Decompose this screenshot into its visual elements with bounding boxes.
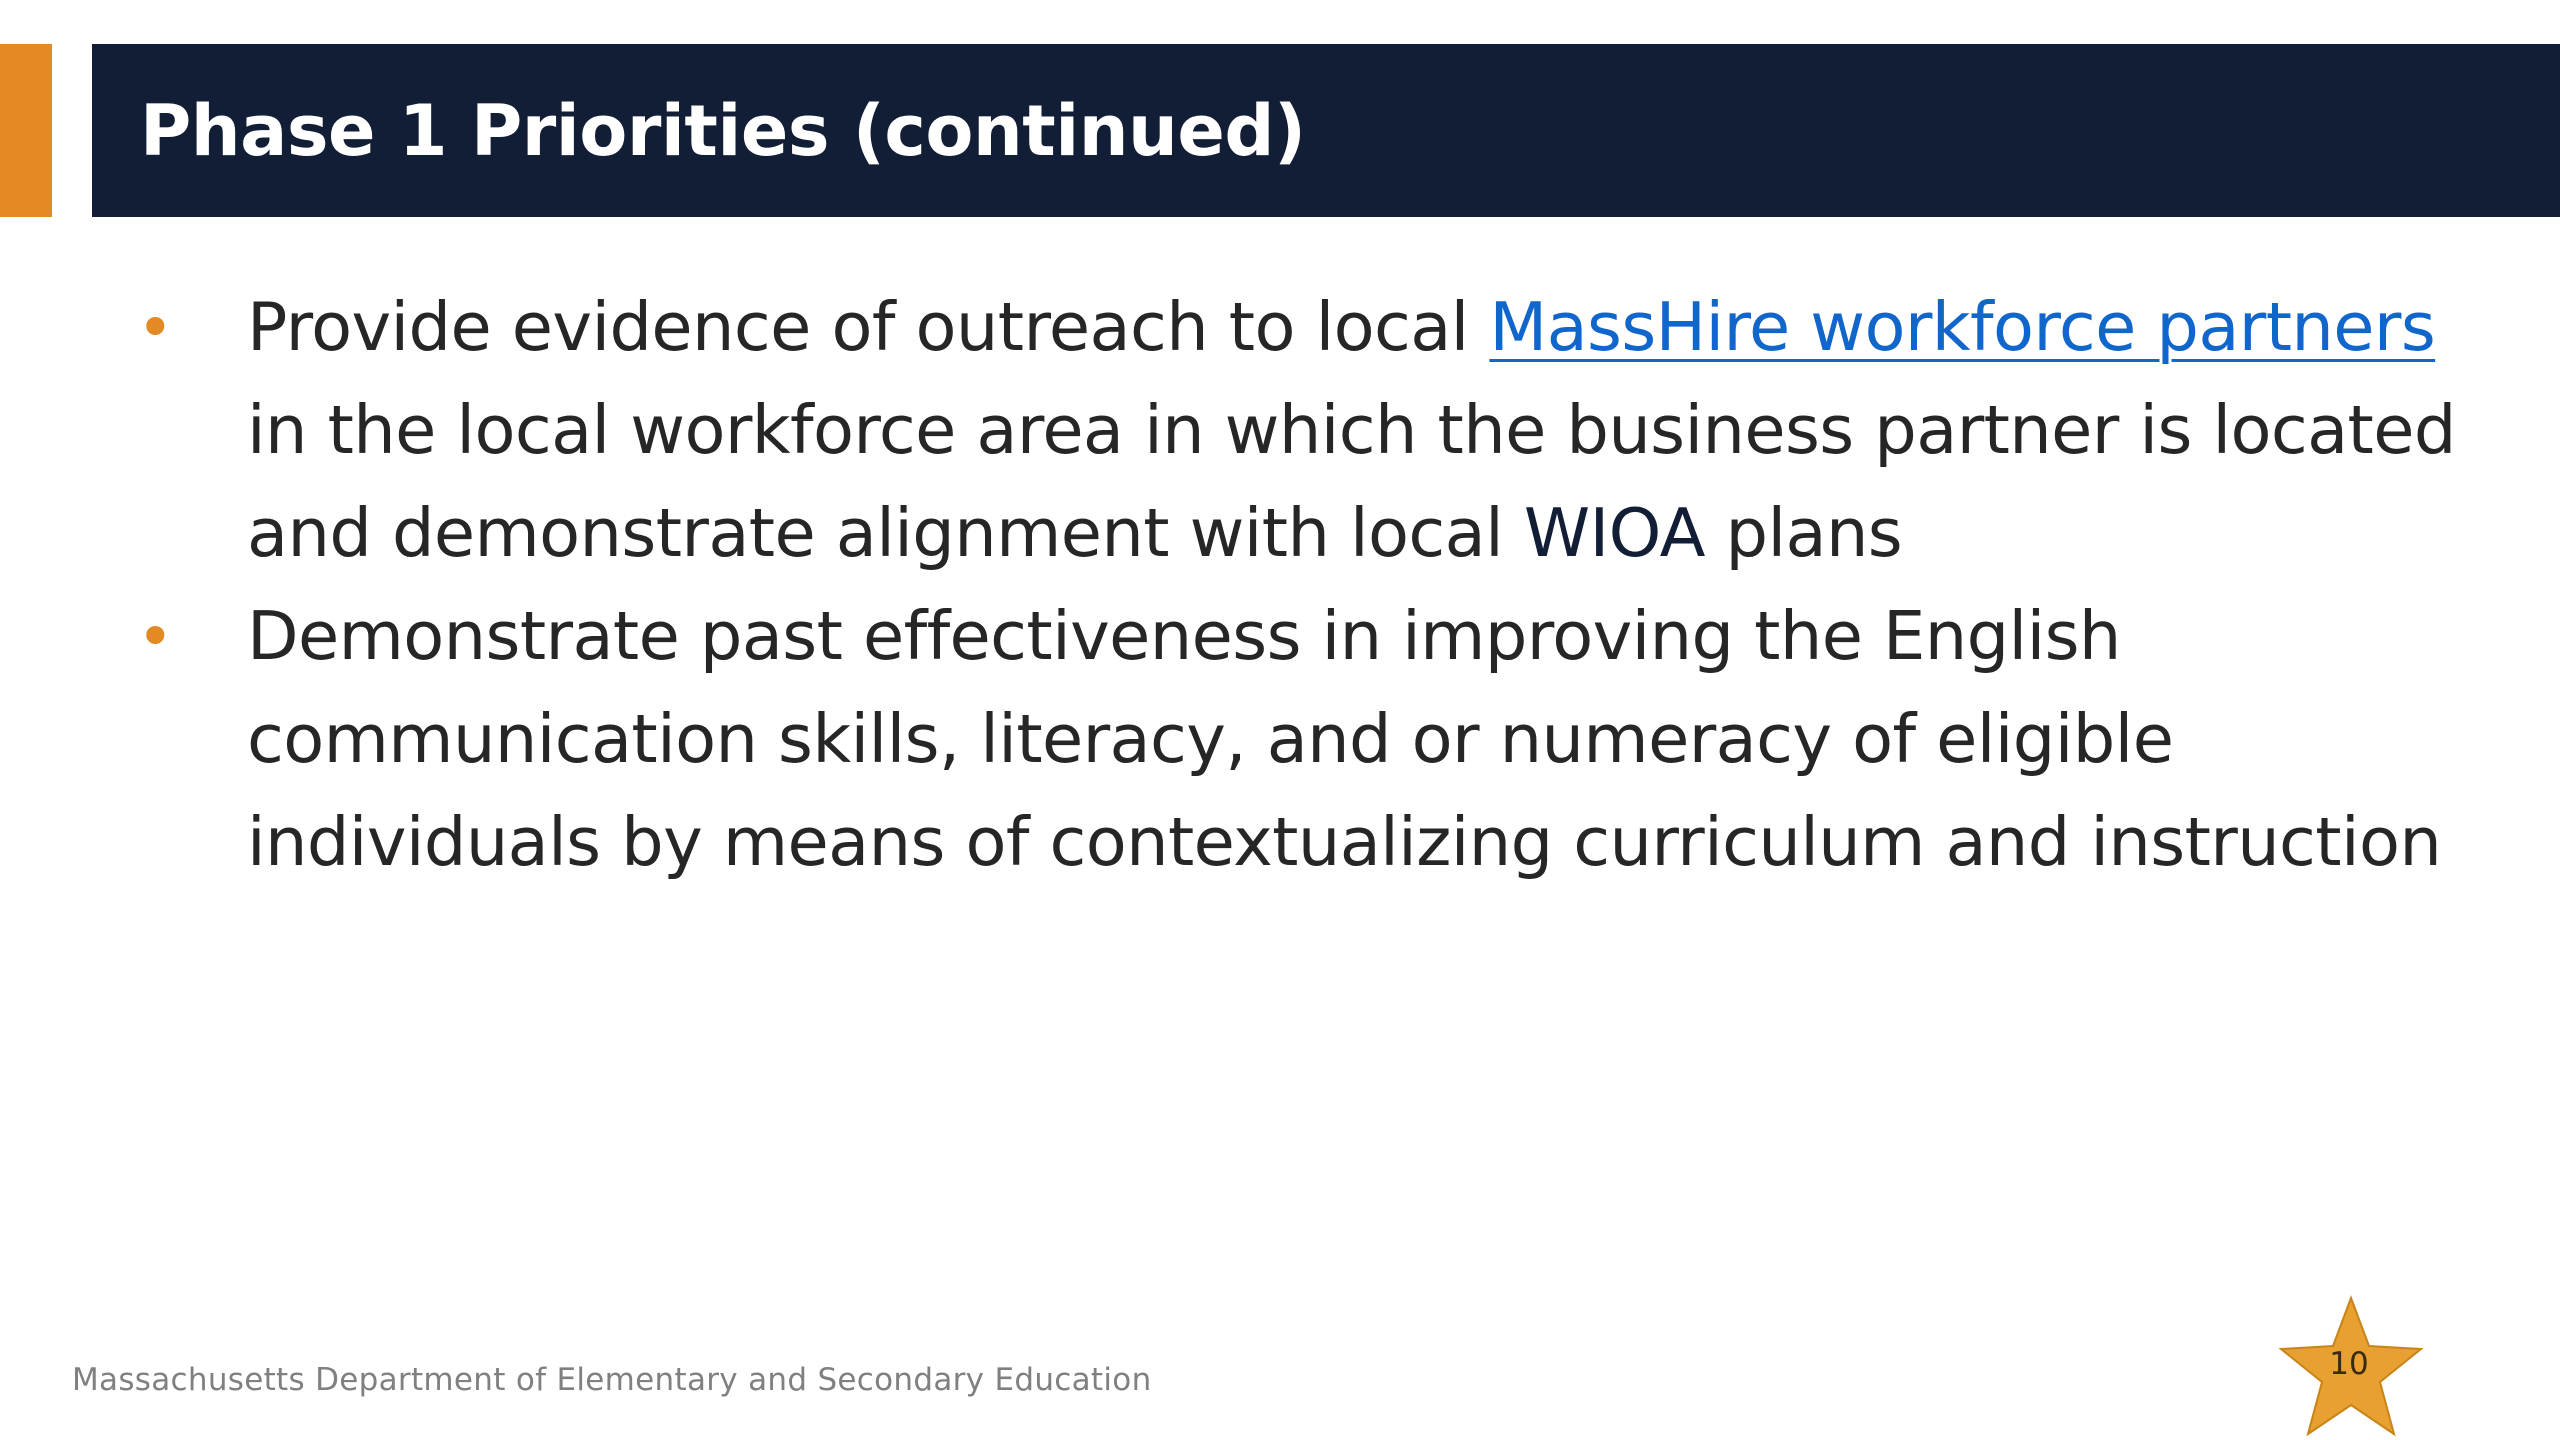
bullet-item-effectiveness	[0, 585, 2560, 894]
title-bar	[92, 44, 2560, 217]
bullet-item-outreach	[0, 276, 2560, 585]
bullet-text-after: plans	[1704, 494, 1903, 572]
wioa-text: WIOA	[1523, 494, 1705, 572]
page-number-badge	[2276, 1294, 2426, 1440]
slide-title: Phase 1 Priorities (continued)	[140, 89, 1306, 172]
masshire-partners-link[interactable]: MassHire workforce partners	[1489, 288, 2436, 366]
bullet-list	[0, 276, 2560, 894]
bullet-text-before: Provide evidence of outreach to local	[247, 288, 1490, 366]
title-accent-bar	[0, 44, 52, 217]
bullet-text-middle: in the local workforce area in which the business partner is located and demonstrate alignment with local	[247, 391, 2456, 572]
bullet-text: Demonstrate past effectiveness in improving the English communication skills, literacy, and or numeracy of eligible individuals by means of contextualizing curriculum and instruction	[247, 597, 2442, 881]
bullet-dot-icon: •	[137, 600, 173, 673]
footer-organization: Massachusetts Department of Elementary and Secondary Education	[72, 1362, 1152, 1398]
bullet-dot-icon: •	[137, 291, 173, 364]
page-number: 10	[2329, 1346, 2369, 1382]
